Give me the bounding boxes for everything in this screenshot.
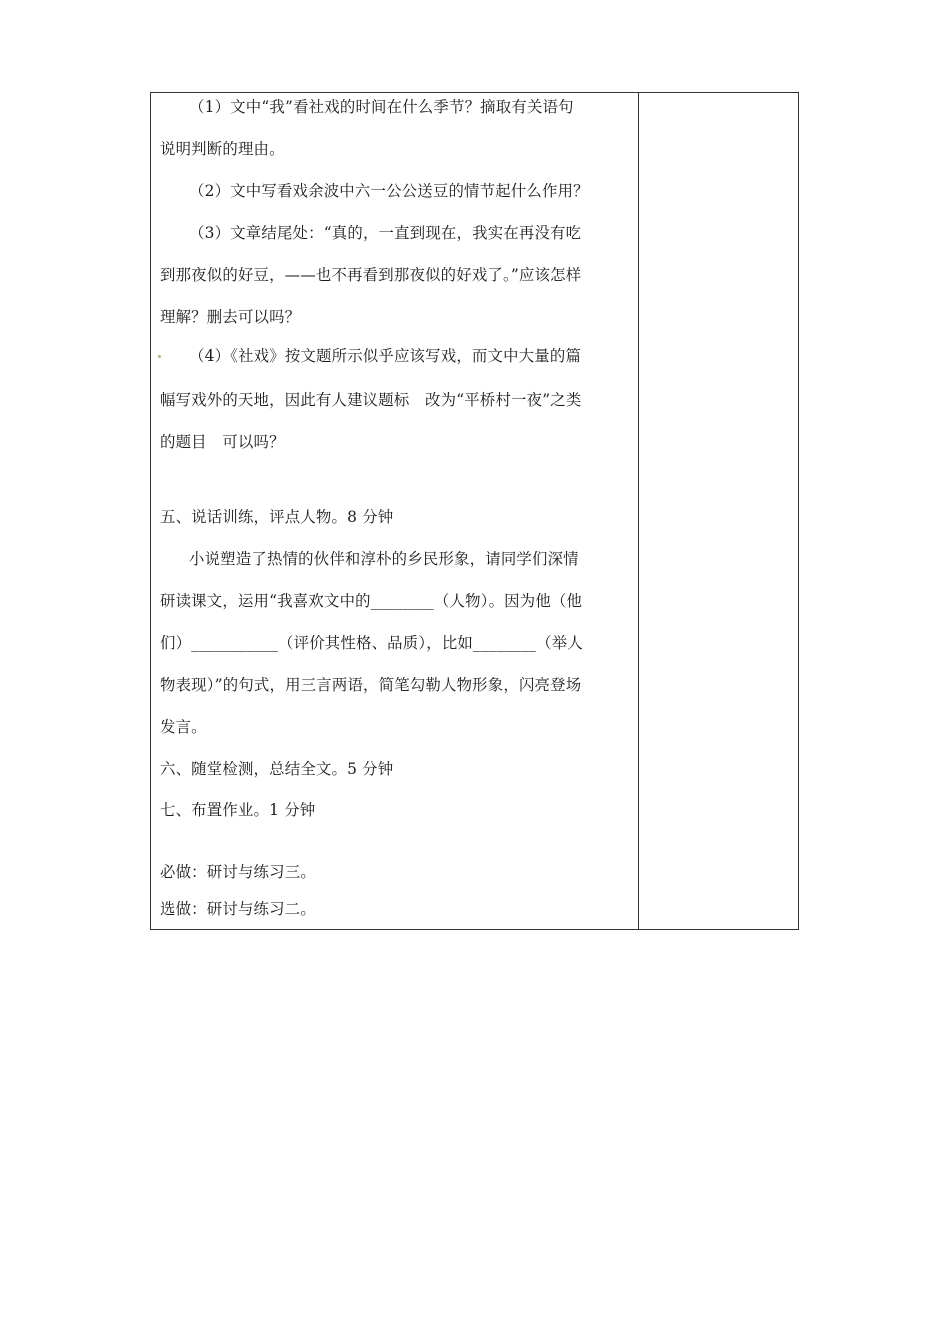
homework-optional: 选做：研讨与练习二。	[160, 900, 316, 918]
section-5-paragraph-line-4: 物表现）”的句式，用三言两语，简笔勾勒人物形象，闪亮登场	[160, 676, 582, 694]
stray-mark	[158, 355, 161, 358]
question-1-line-1: （1）文中“我”看社戏的时间在什么季节？摘取有关语句	[189, 98, 574, 116]
lesson-table	[150, 92, 799, 930]
section-6-heading: 六、随堂检测，总结全文。5 分钟	[160, 760, 394, 778]
question-3-line-2: 到那夜似的好豆，——也不再看到那夜似的好戏了。”应该怎样	[160, 266, 582, 284]
question-4-line-1: （4）《社戏》按文题所示似乎应该写戏，而文中大量的篇	[189, 347, 582, 365]
section-7-heading: 七、布置作业。1 分钟	[160, 801, 316, 819]
section-5-paragraph-line-1: 小说塑造了热情的伙伴和淳朴的乡民形象，请同学们深情	[189, 550, 579, 568]
question-1-line-2: 说明判断的理由。	[160, 140, 285, 158]
lesson-content-cell	[151, 93, 638, 929]
notes-cell	[639, 93, 798, 929]
question-4-line-2: 幅写戏外的天地，因此有人建议题标 改为“平桥村一夜”之类	[160, 391, 582, 409]
section-5-paragraph-line-2: 研读课文，运用“我喜欢文中的________（人物）。因为他（他	[160, 592, 583, 610]
question-3-line-1: （3）文章结尾处：“真的，一直到现在，我实在再没有吃	[189, 224, 582, 242]
homework-required: 必做：研讨与练习三。	[160, 863, 316, 881]
question-3-line-3: 理解？删去可以吗？	[160, 308, 301, 326]
question-4-line-3: 的题目 可以吗？	[160, 433, 285, 451]
question-2-line-1: （2）文中写看戏余波中六一公公送豆的情节起什么作用？	[189, 182, 589, 200]
section-5-paragraph-line-5: 发言。	[160, 718, 207, 736]
section-5-heading: 五、说话训练，评点人物。8 分钟	[160, 508, 394, 526]
section-5-paragraph-line-3: 们）___________（评价其性格、品质），比如________（举人	[160, 634, 583, 652]
